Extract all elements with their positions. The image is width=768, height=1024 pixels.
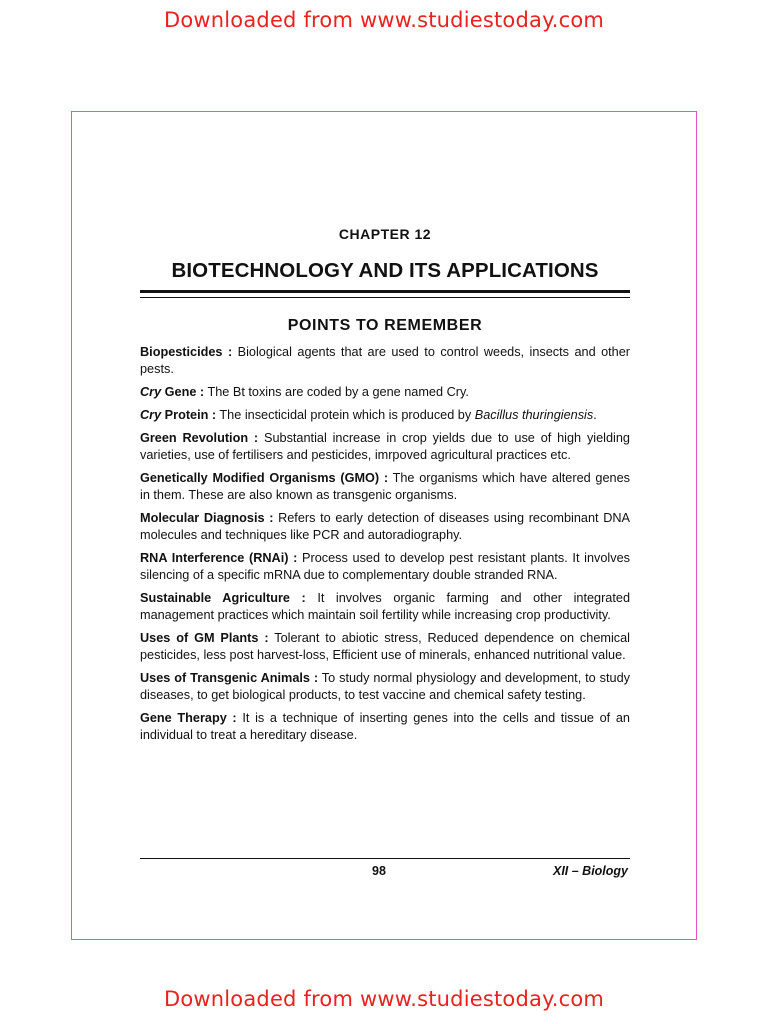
- definition-term-text: Protein :: [161, 408, 217, 422]
- definition-text: The organisms which have altered genes in them. These are also known as transgenic organisms.: [140, 471, 630, 502]
- definition-text: It involves organic farming and other integrated management practices which maintain soil fertility while increasing crop productivity.: [140, 591, 630, 622]
- definition-item: [140, 710, 630, 744]
- definition-term: [140, 385, 204, 399]
- definition-term: [140, 591, 306, 605]
- definition-term-text: Uses of Transgenic Animals :: [140, 671, 319, 685]
- definition-item: [140, 384, 630, 401]
- chapter-title: BIOTECHNOLOGY AND ITS APPLICATIONS: [171, 259, 599, 282]
- definition-text: Process used to develop pest resistant plants. It involves silencing of a specific mRNA due to complementary double stranded RNA.: [140, 551, 630, 582]
- section-heading: POINTS TO REMEMBER: [287, 317, 483, 334]
- definition-item: [140, 550, 630, 584]
- definition-term-text: Gene Therapy :: [140, 711, 237, 725]
- definition-item: [140, 590, 630, 624]
- definition-term: [140, 631, 269, 645]
- definition-term-text: Molecular Diagnosis :: [140, 511, 274, 525]
- definition-term-italic: Cry: [140, 408, 162, 422]
- definition-term-text: Genetically Modified Organisms (GMO) :: [140, 471, 389, 485]
- page-number: 98: [372, 864, 386, 878]
- definition-term-text: Green Revolution :: [140, 431, 259, 445]
- chapter-label: CHAPTER 12: [338, 226, 432, 242]
- definition-text: Refers to early detection of diseases using recombinant DNA molecules and techniques like PCR and autoradiography.: [140, 511, 630, 542]
- definition-item: [140, 630, 630, 664]
- definition-term: [140, 408, 216, 422]
- watermark-top: Downloaded from www.studiestoday.com: [163, 8, 605, 32]
- definition-term: [140, 671, 318, 685]
- definition-term-text: Sustainable Agriculture :: [140, 591, 306, 605]
- definition-term: [140, 551, 297, 565]
- title-rule-thin: [140, 297, 630, 298]
- definition-item: [140, 670, 630, 704]
- definition-term: [140, 345, 232, 359]
- definition-text: The insecticidal protein which is produced by: [216, 408, 475, 422]
- definition-text: Biological agents that are used to control weeds, insects and other pests.: [140, 345, 630, 376]
- definition-item: [140, 470, 630, 504]
- definition-item: [140, 430, 630, 464]
- definition-text-italic: Bacillus thuringiensis: [474, 408, 594, 422]
- definition-item: [140, 344, 630, 378]
- definition-text: To study normal physiology and development, to study diseases, to get biological products, to test vaccine and chemical safety testing.: [140, 671, 630, 702]
- definition-text-end: .: [593, 408, 597, 422]
- subject-label: XII – Biology: [552, 864, 628, 878]
- definition-term: [140, 471, 388, 485]
- definition-term-italic: Cry: [140, 385, 162, 399]
- definition-item: [140, 510, 630, 544]
- definition-term-text: Biopesticides :: [140, 345, 233, 359]
- definition-text: Tolerant to abiotic stress, Reduced dependence on chemical pesticides, less post harvest-loss, Efficient use of minerals, enhanced nutritional value.: [140, 631, 630, 662]
- title-rule-thick: [140, 290, 630, 293]
- definition-term-text: Gene :: [161, 385, 205, 399]
- definition-term: [140, 511, 273, 525]
- definition-text: It is a technique of inserting genes into the cells and tissue of an individual to treat a hereditary disease.: [140, 711, 630, 742]
- watermark-bottom: Downloaded from www.studiestoday.com: [163, 987, 605, 1011]
- definition-term-text: Uses of GM Plants :: [140, 631, 269, 645]
- footer-rule: [140, 858, 630, 859]
- definition-list: [140, 344, 630, 750]
- definition-text: The Bt toxins are coded by a gene named Cry.: [204, 385, 469, 399]
- definition-term-text: RNA Interference (RNAi) :: [140, 551, 298, 565]
- definition-term: [140, 711, 237, 725]
- definition-term: [140, 431, 258, 445]
- definition-item: [140, 407, 630, 424]
- definition-text: Substantial increase in crop yields due to use of high yielding varieties, use of fertilisers and pesticides, imrpoved agricultural practices etc.: [140, 431, 630, 462]
